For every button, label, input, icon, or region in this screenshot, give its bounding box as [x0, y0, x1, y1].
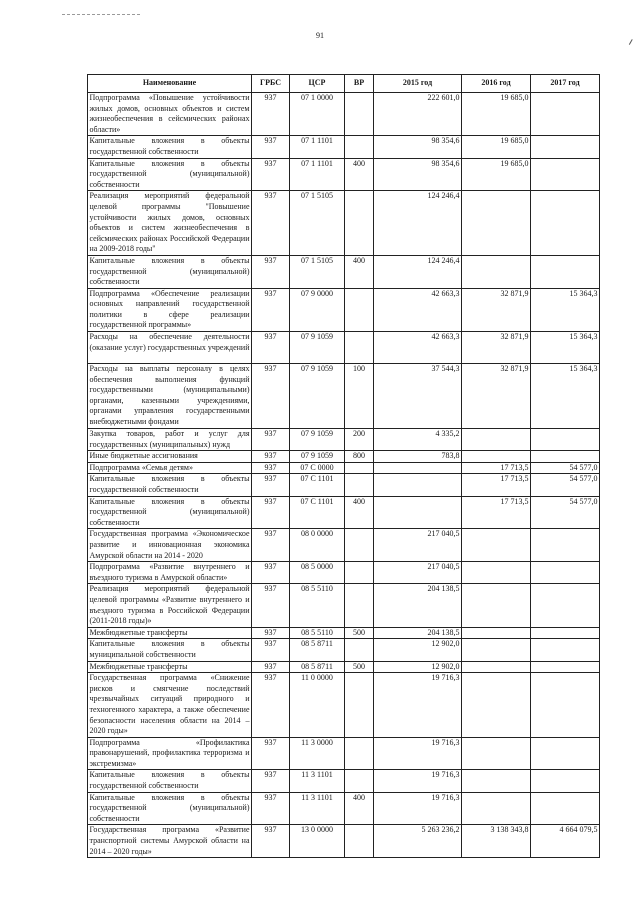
row-value-2015: 5 263 236,2 [374, 825, 462, 858]
row-value-2017: 15 364,3 [531, 364, 600, 429]
row-csr: 07 9 1059 [290, 364, 345, 429]
row-value-2015: 37 544,3 [374, 364, 462, 429]
table-row [88, 288, 600, 331]
row-value-2015: 19 716,3 [374, 770, 462, 792]
row-value-2015: 783,8 [374, 451, 462, 463]
row-csr: 07 1 1101 [290, 136, 345, 158]
row-value-2016 [462, 429, 531, 451]
row-value-2016 [462, 770, 531, 792]
row-value-2016 [462, 562, 531, 584]
row-vr: 100 [345, 364, 374, 429]
row-vr: 400 [345, 496, 374, 529]
table-row [88, 496, 600, 529]
row-csr: 08 5 5110 [290, 627, 345, 639]
row-vr [345, 288, 374, 331]
table-row [88, 639, 600, 661]
row-name: Расходы на обеспечение деятельности (оказание услуг) государственных учреждений [88, 332, 252, 364]
row-name: Подпрограмма «Повышение устойчивости жилых домов, основных объектов и систем жизнеобеспечения в сейсмических районах области» [88, 93, 252, 136]
table-row [88, 529, 600, 562]
row-grbs: 937 [252, 737, 290, 770]
row-vr: 200 [345, 429, 374, 451]
row-value-2015: 19 716,3 [374, 673, 462, 738]
row-name: Закупка товаров, работ и услуг для государственных (муниципальных) нужд [88, 429, 252, 451]
row-value-2015: 98 354,6 [374, 158, 462, 191]
row-value-2016: 32 871,9 [462, 288, 531, 331]
row-grbs: 937 [252, 451, 290, 463]
row-vr: 800 [345, 451, 374, 463]
row-grbs: 937 [252, 474, 290, 496]
row-value-2015 [374, 462, 462, 474]
row-value-2017: 54 577,0 [531, 462, 600, 474]
row-name: Государственная программа «Экономическое развитие и инновационная экономика Амурской области на 2014 - 2020 [88, 529, 252, 562]
row-value-2015: 42 663,3 [374, 288, 462, 331]
row-name: Капитальные вложения в объекты государственной собственности [88, 770, 252, 792]
row-value-2017 [531, 451, 600, 463]
row-csr: 07 1 5105 [290, 255, 345, 288]
row-value-2015: 217 040,5 [374, 562, 462, 584]
row-csr: 07 С 1101 [290, 496, 345, 529]
row-grbs: 937 [252, 191, 290, 256]
row-vr [345, 462, 374, 474]
row-name: Капитальные вложения в объекты государственной (муниципальной) собственности [88, 158, 252, 191]
scan-edge-mark [629, 39, 636, 47]
row-vr [345, 562, 374, 584]
row-value-2017 [531, 661, 600, 673]
row-csr: 11 3 0000 [290, 737, 345, 770]
row-value-2016 [462, 529, 531, 562]
row-value-2016: 3 138 343,8 [462, 825, 531, 858]
row-grbs: 937 [252, 332, 290, 364]
row-value-2016: 19 685,0 [462, 136, 531, 158]
row-value-2017 [531, 93, 600, 136]
row-value-2016 [462, 792, 531, 825]
table-row [88, 332, 600, 364]
row-grbs: 937 [252, 429, 290, 451]
table-row [88, 562, 600, 584]
row-csr: 07 9 1059 [290, 429, 345, 451]
table-row [88, 792, 600, 825]
row-name: Реализация мероприятий федеральной целевой программы "Повышение устойчивости жилых домов, основных объектов и систем жизнеобеспечения в сейсмических районах Российской Федерации на 2009-2018 годы" [88, 191, 252, 256]
row-value-2017 [531, 737, 600, 770]
table-row [88, 136, 600, 158]
header-2017: 2017 год [531, 75, 600, 93]
row-value-2017 [531, 191, 600, 256]
row-value-2015: 12 902,0 [374, 639, 462, 661]
row-value-2016: 17 713,5 [462, 496, 531, 529]
row-value-2017 [531, 584, 600, 627]
row-value-2016 [462, 584, 531, 627]
row-value-2017: 15 364,3 [531, 332, 600, 364]
row-value-2016: 17 713,5 [462, 474, 531, 496]
row-name: Капитальные вложения в объекты государственной (муниципальной) собственности [88, 496, 252, 529]
row-value-2017 [531, 255, 600, 288]
row-value-2015: 42 663,3 [374, 332, 462, 364]
budget-table [87, 74, 600, 858]
table-header-row [88, 75, 600, 93]
row-grbs: 937 [252, 529, 290, 562]
table-row [88, 627, 600, 639]
row-csr: 07 9 1059 [290, 332, 345, 364]
row-value-2015 [374, 496, 462, 529]
table-row [88, 673, 600, 738]
row-value-2017 [531, 792, 600, 825]
row-value-2016 [462, 191, 531, 256]
table-row [88, 93, 600, 136]
row-csr: 07 1 0000 [290, 93, 345, 136]
table-row [88, 255, 600, 288]
row-vr [345, 191, 374, 256]
row-name: Реализация мероприятий федеральной целевой программы «Развитие внутреннего и въездного туризма в Российской Федерации (2011-2018 годы)» [88, 584, 252, 627]
row-csr: 07 9 1059 [290, 451, 345, 463]
row-grbs: 937 [252, 462, 290, 474]
row-name: Капитальные вложения в объекты муниципальной собственности [88, 639, 252, 661]
row-grbs: 937 [252, 661, 290, 673]
table-row [88, 474, 600, 496]
row-name: Подпрограмма «Семья детям» [88, 462, 252, 474]
row-value-2017 [531, 429, 600, 451]
row-vr: 400 [345, 792, 374, 825]
row-value-2015: 217 040,5 [374, 529, 462, 562]
row-vr [345, 737, 374, 770]
row-grbs: 937 [252, 627, 290, 639]
table-row [88, 451, 600, 463]
row-csr: 08 5 8711 [290, 639, 345, 661]
table-row [88, 661, 600, 673]
row-name: Иные бюджетные ассигнования [88, 451, 252, 463]
row-value-2015: 222 601,0 [374, 93, 462, 136]
row-csr: 11 0 0000 [290, 673, 345, 738]
row-value-2015: 124 246,4 [374, 255, 462, 288]
row-name: Капитальные вложения в объекты государственной собственности [88, 136, 252, 158]
row-grbs: 937 [252, 288, 290, 331]
row-vr [345, 136, 374, 158]
row-name: Государственная программа «Снижение рисков и смягчение последствий чрезвычайных ситуаций природного и техногенного характера, а также обеспечение безопасности населения области на 2014 – 2020 годы» [88, 673, 252, 738]
row-csr: 07 С 0000 [290, 462, 345, 474]
row-csr: 07 С 1101 [290, 474, 345, 496]
row-csr: 11 3 1101 [290, 770, 345, 792]
row-grbs: 937 [252, 364, 290, 429]
row-vr: 400 [345, 255, 374, 288]
row-vr: 400 [345, 158, 374, 191]
row-grbs: 937 [252, 562, 290, 584]
row-value-2016 [462, 639, 531, 661]
row-grbs: 937 [252, 136, 290, 158]
row-csr: 07 1 5105 [290, 191, 345, 256]
row-csr: 07 9 0000 [290, 288, 345, 331]
row-csr: 08 0 0000 [290, 529, 345, 562]
row-value-2015: 12 902,0 [374, 661, 462, 673]
row-vr [345, 93, 374, 136]
row-name: Капитальные вложения в объекты государственной (муниципальной) собственности [88, 792, 252, 825]
header-name: Наименование [88, 75, 252, 93]
header-2015: 2015 год [374, 75, 462, 93]
row-csr: 08 5 5110 [290, 584, 345, 627]
table-body [88, 93, 600, 858]
table-row [88, 737, 600, 770]
table-row [88, 158, 600, 191]
row-value-2017: 54 577,0 [531, 474, 600, 496]
row-grbs: 937 [252, 673, 290, 738]
row-value-2015: 204 138,5 [374, 584, 462, 627]
row-value-2017 [531, 136, 600, 158]
page-number: 91 [316, 31, 324, 40]
row-name: Межбюджетные трансферты [88, 627, 252, 639]
row-value-2017: 15 364,3 [531, 288, 600, 331]
table-row [88, 429, 600, 451]
row-value-2015 [374, 474, 462, 496]
row-value-2017 [531, 673, 600, 738]
row-grbs: 937 [252, 158, 290, 191]
row-grbs: 937 [252, 255, 290, 288]
row-value-2016: 32 871,9 [462, 332, 531, 364]
row-name: Подпрограмма «Обеспечение реализации основных направлений государственной политики в сфере реализации государственной программы» [88, 288, 252, 331]
table-row [88, 191, 600, 256]
row-value-2016 [462, 627, 531, 639]
row-csr: 08 5 8711 [290, 661, 345, 673]
row-value-2016: 32 871,9 [462, 364, 531, 429]
row-vr [345, 673, 374, 738]
row-value-2017 [531, 770, 600, 792]
row-value-2015: 98 354,6 [374, 136, 462, 158]
row-vr [345, 332, 374, 364]
row-grbs: 937 [252, 825, 290, 858]
row-value-2017 [531, 562, 600, 584]
row-value-2017 [531, 158, 600, 191]
row-vr [345, 529, 374, 562]
row-name: Межбюджетные трансферты [88, 661, 252, 673]
row-value-2017 [531, 529, 600, 562]
row-name: Капитальные вложения в объекты государственной (муниципальной) собственности [88, 255, 252, 288]
row-csr: 11 3 1101 [290, 792, 345, 825]
row-value-2016: 19 685,0 [462, 158, 531, 191]
table-row [88, 364, 600, 429]
row-vr [345, 584, 374, 627]
row-value-2016 [462, 451, 531, 463]
row-name: Расходы на выплаты персоналу в целях обеспечения выполнения функций государственными (муниципальными) органами, казенными учреждениями, органами управления государственными внебюджетными фондами [88, 364, 252, 429]
header-grbs: ГРБС [252, 75, 290, 93]
header-csr: ЦСР [290, 75, 345, 93]
row-grbs: 937 [252, 770, 290, 792]
row-value-2017 [531, 639, 600, 661]
header-vr: ВР [345, 75, 374, 93]
row-csr: 07 1 1101 [290, 158, 345, 191]
row-grbs: 937 [252, 584, 290, 627]
row-value-2015: 19 716,3 [374, 792, 462, 825]
row-grbs: 937 [252, 496, 290, 529]
row-value-2015: 124 246,4 [374, 191, 462, 256]
row-grbs: 937 [252, 93, 290, 136]
row-vr [345, 639, 374, 661]
row-value-2016 [462, 737, 531, 770]
row-value-2015: 204 138,5 [374, 627, 462, 639]
row-value-2017: 4 664 079,5 [531, 825, 600, 858]
row-vr [345, 825, 374, 858]
row-name: Подпрограмма «Развитие внутреннего и въездного туризма в Амурской области» [88, 562, 252, 584]
row-value-2016: 19 685,0 [462, 93, 531, 136]
row-name: Капитальные вложения в объекты государственной собственности [88, 474, 252, 496]
row-vr: 500 [345, 661, 374, 673]
row-vr [345, 474, 374, 496]
header-2016: 2016 год [462, 75, 531, 93]
row-value-2016 [462, 255, 531, 288]
table-row [88, 462, 600, 474]
row-name: Государственная программа «Развитие транспортной системы Амурской области на 2014 – 2020 годы» [88, 825, 252, 858]
table-row [88, 770, 600, 792]
row-csr: 13 0 0000 [290, 825, 345, 858]
row-value-2017: 54 577,0 [531, 496, 600, 529]
row-value-2016 [462, 661, 531, 673]
table-row [88, 584, 600, 627]
scan-artifact-line [62, 14, 140, 16]
row-grbs: 937 [252, 792, 290, 825]
row-vr: 500 [345, 627, 374, 639]
row-csr: 08 5 0000 [290, 562, 345, 584]
row-vr [345, 770, 374, 792]
row-value-2017 [531, 627, 600, 639]
row-name: Подпрограмма «Профилактика правонарушений, профилактика терроризма и экстремизма» [88, 737, 252, 770]
row-value-2015: 4 335,2 [374, 429, 462, 451]
row-value-2015: 19 716,3 [374, 737, 462, 770]
row-grbs: 937 [252, 639, 290, 661]
row-value-2016 [462, 673, 531, 738]
table-row [88, 825, 600, 858]
row-value-2016: 17 713,5 [462, 462, 531, 474]
